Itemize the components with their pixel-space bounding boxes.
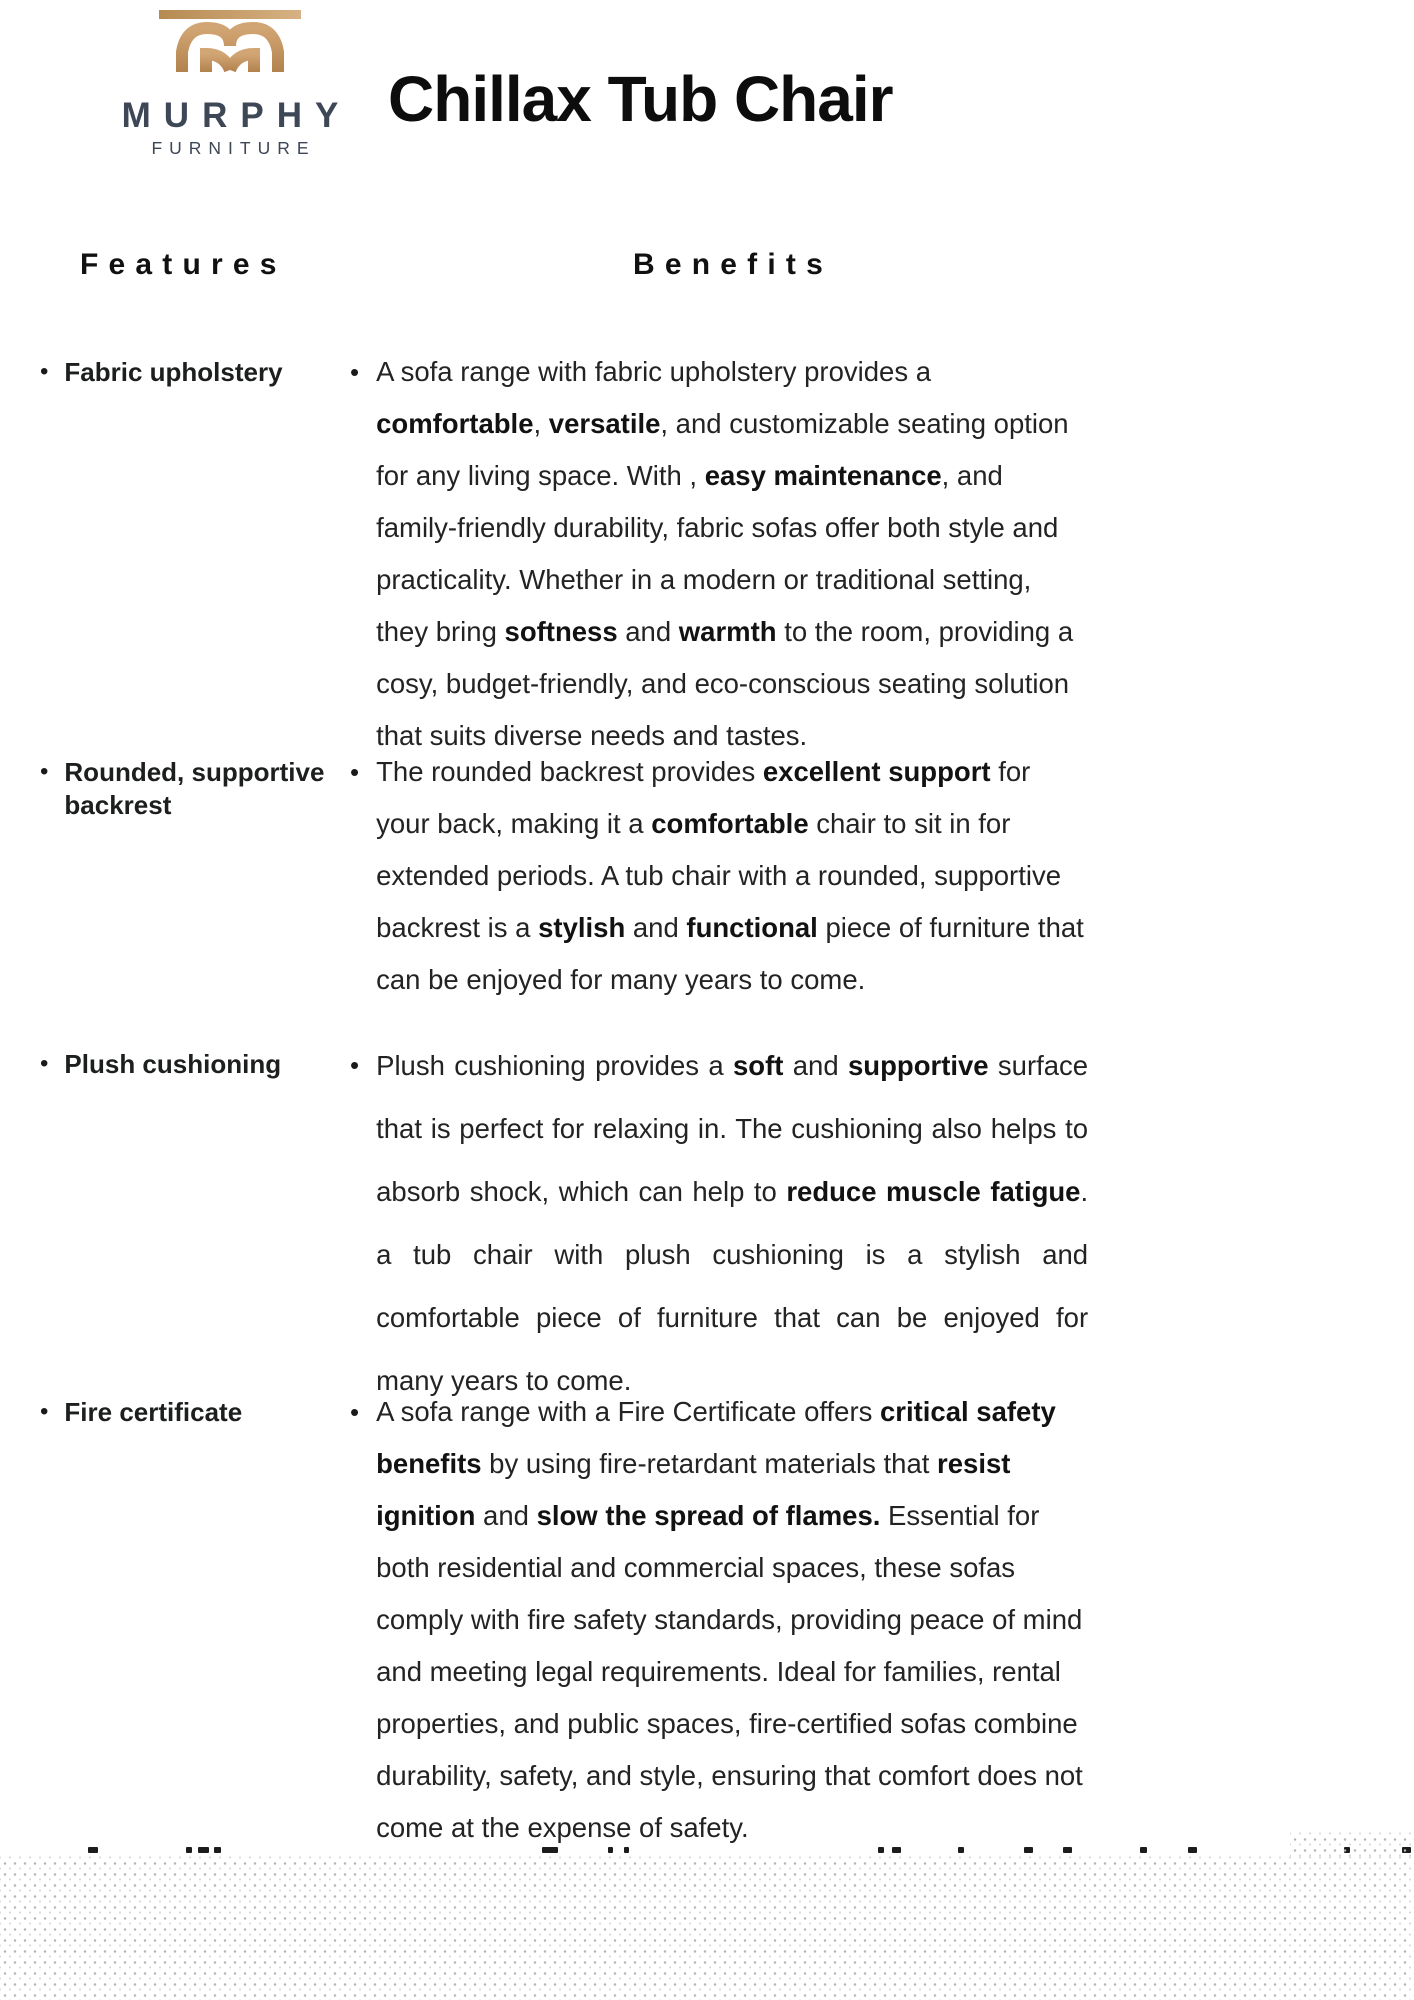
benefit-bold-segment: critical safety benefits [376,1396,1056,1479]
benefit-bold-segment: easy maintenance [704,460,942,491]
benefit-bold-segment: excellent support [762,756,991,787]
benefit-bullet-icon: • [350,357,360,387]
benefit-segment: Plush cushioning provides a [376,1050,733,1081]
dot-texture-corner [1290,1832,1414,1858]
benefit-bold-segment: comfortable [376,408,534,439]
benefit-bold-segment: softness [504,616,618,647]
benefits-header: Benefits [633,248,833,281]
benefit-bold-segment: reduce muscle fatigue [786,1176,1081,1207]
dot-texture-band [0,1856,1414,2000]
benefit-item [350,1034,1092,1412]
benefit-segment: chair to sit in for extended periods. A tub chair with a rounded, supportive backrest is a [376,808,1062,943]
murphy-furniture-logo [70,10,390,159]
brand-subtitle: FURNITURE [151,138,316,158]
benefit-item [350,346,1092,762]
murphy-monogram-icon [155,10,305,94]
letter-top-fragment [1140,1847,1147,1853]
benefit-segment: and [625,912,687,943]
feature-label: Fire certificate [64,1397,243,1427]
letter-top-fragment [1188,1847,1197,1853]
benefit-segment: to the room, providing a cosy, budget-friendly, and eco-conscious seating solution that suits diverse needs and tastes. [376,616,1074,751]
letter-top-fragment [542,1847,558,1853]
benefit-segment: and [783,1050,848,1081]
benefit-text [376,746,1088,1006]
benefit-bullet-icon: • [350,757,360,787]
benefit-segment: , and customizable seating option for any living space. With , [376,408,1069,491]
feature-bullet-icon: • [40,1398,49,1425]
benefit-bold-segment: soft [733,1050,784,1081]
benefit-bold-segment: stylish [538,912,626,943]
feature-item [40,1048,330,1081]
letter-top-fragment [198,1847,209,1853]
brand-name: MURPHY [121,96,352,135]
feature-label: Plush cushioning [64,1049,282,1079]
letter-top-fragment [624,1847,629,1853]
benefit-item [350,1386,1092,1854]
letter-top-fragment [878,1847,884,1853]
benefit-item [350,746,1092,1006]
feature-label: Rounded, supportive backrest [64,757,325,820]
benefit-bold-segment: resist ignition [376,1448,1011,1531]
benefit-segment: , [533,408,549,439]
benefit-text [376,1386,1088,1854]
benefit-segment: and [617,616,679,647]
benefit-segment: A sofa range with fabric upholstery provides a [376,356,931,387]
benefit-bold-segment: slow the spread of flames. [536,1500,881,1531]
benefit-bold-segment: versatile [548,408,661,439]
benefit-text [376,346,1088,762]
feature-bullet-icon: • [40,358,49,385]
letter-top-fragment [608,1847,613,1853]
benefit-segment: piece of furniture that can be enjoyed for many years to come. [376,912,1084,995]
letter-top-fragment [892,1847,901,1853]
benefit-bullet-icon: • [350,1397,360,1427]
benefit-segment: A sofa range with a Fire Certificate offers [376,1396,880,1427]
benefit-segment: Essential for both residential and commercial spaces, these sofas comply with fire safety standards, providing peace of mind and meeting legal requirements. Ideal for families, rental properties, and public spaces, fire-certified sofas combine durability, safety, and style, ensuring that comfort does not come at the expense of safety. [376,1500,1083,1843]
letter-top-fragment [186,1847,192,1853]
feature-label: Fabric upholstery [64,357,283,387]
letter-top-fragment [958,1847,964,1853]
benefit-bold-segment: comfortable [651,808,809,839]
benefit-segment: surface that is perfect for relaxing in. The cushioning also helps to absorb shock, which can help to [376,1050,1089,1207]
benefit-bullet-icon: • [350,1050,360,1080]
feature-bullet-icon: • [40,758,49,785]
benefit-segment: by using fire-retardant materials that [481,1448,938,1479]
feature-item [40,1396,330,1429]
feature-item [40,756,330,822]
benefit-bold-segment: functional [686,912,818,943]
feature-bullet-icon: • [40,1050,49,1077]
feature-item [40,356,330,389]
letter-top-fragment [88,1847,98,1853]
benefit-bold-segment: warmth [678,616,777,647]
page-title: Chillax Tub Chair [388,63,893,135]
benefit-segment: and [475,1500,537,1531]
benefit-segment: The rounded backrest provides [376,756,763,787]
letter-top-fragment [214,1847,221,1853]
features-header: Features [80,248,287,281]
benefit-segment: for your back, making it a [376,756,1031,839]
letter-top-fragment [1024,1847,1033,1853]
benefit-bold-segment: supportive [848,1050,989,1081]
letter-top-fragment [1063,1847,1072,1853]
benefit-segment: , and family-friendly durability, fabric sofas offer both style and practicality. Whether in a modern or traditional setting, they bring [376,460,1059,647]
benefit-text [376,1034,1088,1412]
benefit-segment: . a tub chair with plush cushioning is a stylish and comfortable piece of furniture that can be enjoyed for many years to come. [376,1176,1089,1396]
